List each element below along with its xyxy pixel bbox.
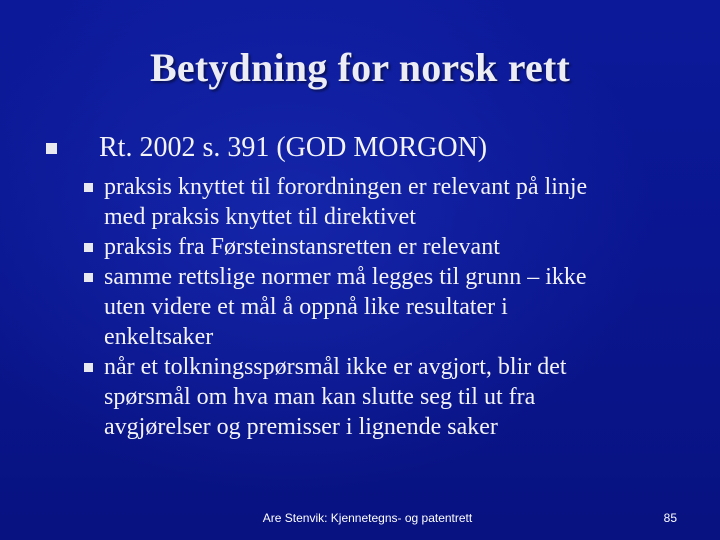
footer-text: Are Stenvik: Kjennetegns- og patentrett xyxy=(262,511,473,525)
sub-bullet-line: avgjørelser og premisser i lignende saker xyxy=(104,414,498,440)
sub-bullet-line: når et tolkningsspørsmål ikke er avgjort, blir det xyxy=(104,354,567,380)
sub-bullet-line: spørsmål om hva man kan slutte seg til ut fra xyxy=(104,384,536,410)
page-number: 85 xyxy=(663,511,677,525)
square-bullet-icon xyxy=(84,183,93,192)
sub-bullet-line: praksis fra Førsteinstansretten er relevant xyxy=(104,234,500,260)
sub-bullet-line: uten videre et mål å oppnå like resultater i xyxy=(104,294,508,320)
main-bullet-text: Rt. 2002 s. 391 (GOD MORGON) xyxy=(99,132,488,163)
sub-bullet-item xyxy=(84,232,684,262)
sub-bullet-item xyxy=(84,262,684,352)
square-bullet-icon xyxy=(46,143,57,154)
sub-bullet-list xyxy=(84,172,684,442)
sub-bullet-item xyxy=(84,352,684,442)
sub-bullet-line: med praksis knyttet til direktivet xyxy=(104,204,416,230)
square-bullet-icon xyxy=(84,273,93,282)
sub-bullet-line: enkeltsaker xyxy=(104,324,214,350)
sub-bullet-item xyxy=(84,172,684,232)
square-bullet-icon xyxy=(84,363,93,372)
square-bullet-icon xyxy=(84,243,93,252)
sub-bullet-line: samme rettslige normer må legges til grunn – ikke xyxy=(104,264,587,290)
slide-title: Betydning for norsk rett xyxy=(150,45,570,90)
sub-bullet-line: praksis knyttet til forordningen er relevant på linje xyxy=(104,174,588,200)
